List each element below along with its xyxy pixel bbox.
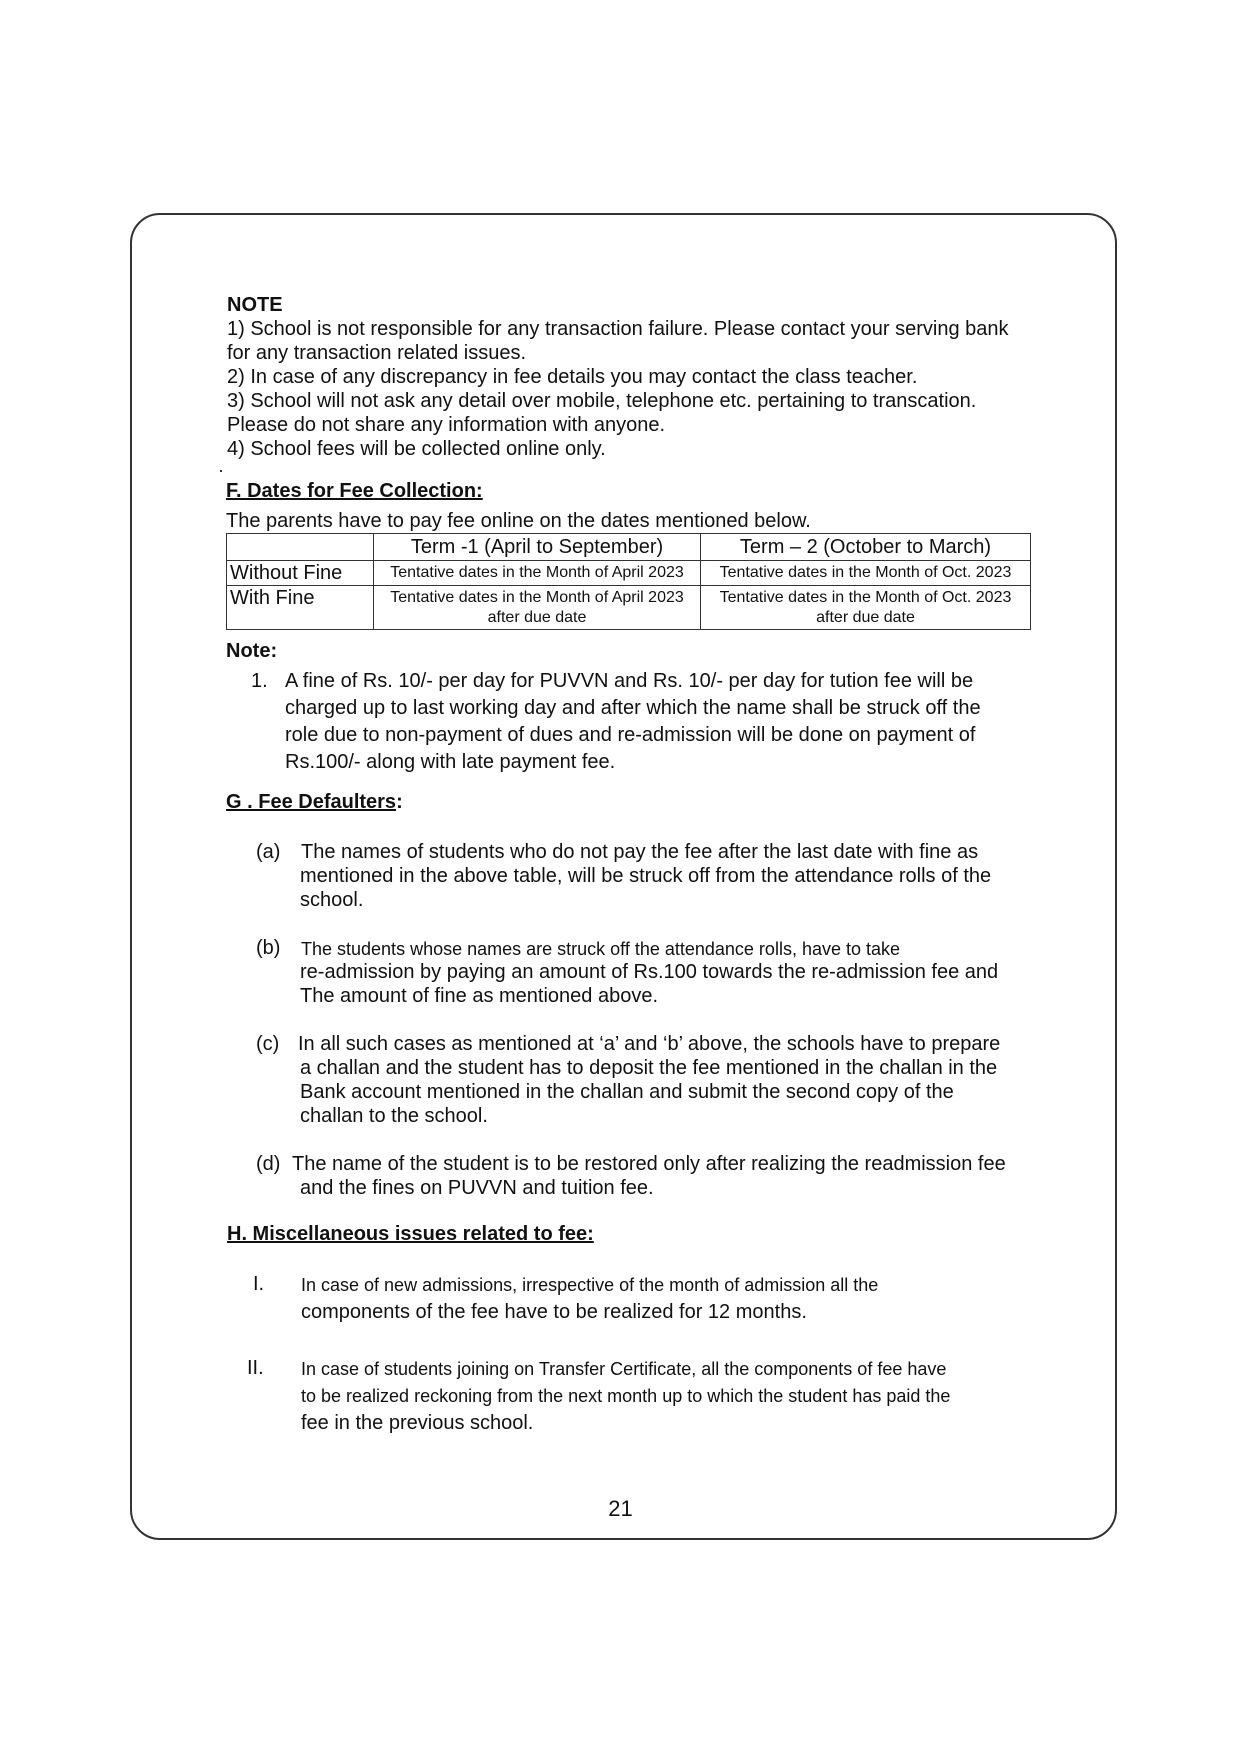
section-g-heading [226, 790, 403, 814]
note2-line: A fine of Rs. 10/- per day for PUVVN and Rs. 10/- per day for tution fee will be [285, 670, 974, 692]
list-item-line: The students whose names are struck off the attendance rolls, have to take [301, 939, 901, 959]
table-header-cell [227, 534, 374, 561]
table-row-label: With Fine [227, 586, 374, 630]
note2-heading: Note: [226, 640, 278, 662]
section-g-heading-colon: : [396, 791, 403, 813]
list-item-line: The names of students who do not pay the fee after the last date with fine as [301, 841, 979, 863]
list-marker: I. [253, 1273, 265, 1295]
list-item-line: and the fines on PUVVN and tuition fee. [300, 1177, 654, 1199]
list-item-line: In case of students joining on Transfer Certificate, all the components of fee have [301, 1359, 947, 1379]
table-header-row [227, 534, 1031, 561]
note-heading: NOTE [227, 294, 283, 316]
note-line: for any transaction related issues. [227, 342, 527, 364]
list-item-line: fee in the previous school. [301, 1412, 534, 1434]
table-header-cell: Term -1 (April to September) [374, 534, 701, 561]
section-f-intro: The parents have to pay fee online on the dates mentioned below. [226, 510, 811, 532]
list-marker: (b) [256, 937, 281, 959]
note2-line: Rs.100/- along with late payment fee. [285, 751, 616, 773]
list-marker: II. [247, 1357, 264, 1379]
table-header-cell: Term – 2 (October to March) [701, 534, 1031, 561]
list-item-line: school. [300, 889, 364, 911]
table-cell: Tentative dates in the Month of Oct. 2023 [701, 561, 1031, 586]
table-cell: Tentative dates in the Month of April 2023 after due date [374, 586, 701, 630]
list-item-line: re-admission by paying an amount of Rs.100 towards the re-admission fee and [300, 961, 999, 983]
list-item-line: components of the fee have to be realized for 12 months. [301, 1301, 807, 1323]
table-row [227, 586, 1031, 630]
list-item-line: mentioned in the above table, will be struck off from the attendance rolls of the [300, 865, 992, 887]
note2-line: role due to non-payment of dues and re-admission will be done on payment of [285, 724, 976, 746]
section-g-heading-text: G . Fee Defaulters [226, 791, 397, 813]
note-line: 2) In case of any discrepancy in fee details you may contact the class teacher. [227, 366, 918, 388]
table-cell: Tentative dates in the Month of April 2023 [374, 561, 701, 586]
stray-dot [220, 470, 222, 472]
list-marker: (d) [256, 1153, 281, 1175]
list-marker: (a) [256, 841, 281, 863]
list-marker: (c) [256, 1033, 280, 1055]
section-h-heading: H. Miscellaneous issues related to fee: [227, 1223, 594, 1245]
list-item-line: challan to the school. [300, 1105, 488, 1127]
table-row [227, 561, 1031, 586]
list-item-line: The amount of fine as mentioned above. [300, 985, 659, 1007]
note-line: 3) School will not ask any detail over mobile, telephone etc. pertaining to transcation. [227, 390, 977, 412]
note2-line: charged up to last working day and after which the name shall be struck off the [285, 697, 981, 719]
note-line: Please do not share any information with anyone. [227, 414, 666, 436]
page-number: 21 [608, 1496, 633, 1521]
note-line: 4) School fees will be collected online only. [227, 438, 606, 460]
list-item-line: The name of the student is to be restored only after realizing the readmission fee [292, 1153, 1006, 1175]
list-item-line: a challan and the student has to deposit the fee mentioned in the challan in the [300, 1057, 998, 1079]
list-item-line: Bank account mentioned in the challan and submit the second copy of the [300, 1081, 954, 1103]
section-f-heading: F. Dates for Fee Collection: [226, 480, 483, 502]
list-item-line: In case of new admissions, irrespective of the month of admission all the [301, 1275, 879, 1295]
note-line: 1) School is not responsible for any transaction failure. Please contact your serving bank [227, 318, 1009, 340]
list-item-line: to be realized reckoning from the next month up to which the student has paid the [301, 1386, 951, 1406]
table-row-label: Without Fine [227, 561, 374, 586]
list-item-line: In all such cases as mentioned at ‘a’ and ‘b’ above, the schools have to prepare [298, 1033, 1001, 1055]
note2-number: 1. [251, 670, 268, 692]
table-cell: Tentative dates in the Month of Oct. 2023 after due date [701, 586, 1031, 630]
fee-dates-table [226, 533, 1031, 630]
